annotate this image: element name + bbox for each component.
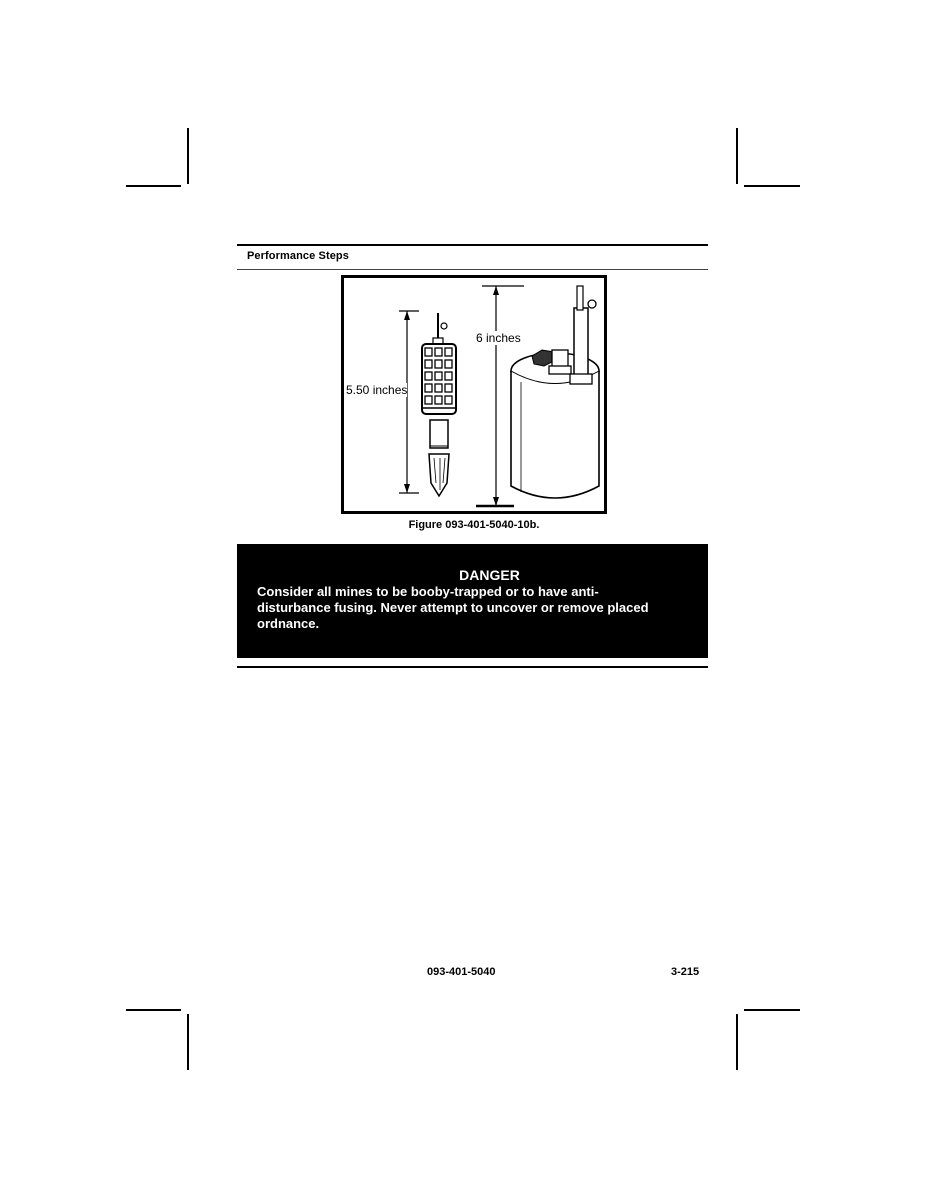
header-rule-bottom	[237, 269, 708, 270]
crop-mark-top-left-vertical	[187, 128, 189, 184]
section-title: Performance Steps	[247, 250, 349, 262]
mine-figure	[341, 275, 607, 514]
footer-page-number: 3-215	[671, 966, 700, 978]
left-dimension-label: 5.50 inches	[346, 383, 408, 397]
crop-mark-bottom-right-horizontal	[744, 1009, 800, 1011]
crop-mark-bottom-right-vertical	[736, 1014, 738, 1070]
crop-mark-bottom-left-horizontal	[126, 1009, 181, 1011]
footer-doc-number: 093-401-5040	[427, 966, 496, 978]
danger-title: DANGER	[459, 567, 520, 583]
crop-mark-bottom-left-vertical	[187, 1014, 189, 1070]
figure-caption: Figure 093-401-5040-10b.	[408, 519, 540, 531]
danger-box	[237, 544, 708, 658]
crop-mark-top-left-horizontal	[126, 185, 181, 187]
danger-text: Consider all mines to be booby-trapped or to have anti- disturbance fusing. Never attempt to uncover or remove placed ordnance.	[257, 584, 649, 631]
crop-mark-top-right-vertical	[736, 128, 738, 184]
crop-mark-top-right-horizontal	[744, 185, 800, 187]
right-dimension-label: 6 inches	[476, 331, 521, 345]
header-rule-top	[237, 244, 708, 246]
danger-bottom-rule	[237, 666, 708, 668]
